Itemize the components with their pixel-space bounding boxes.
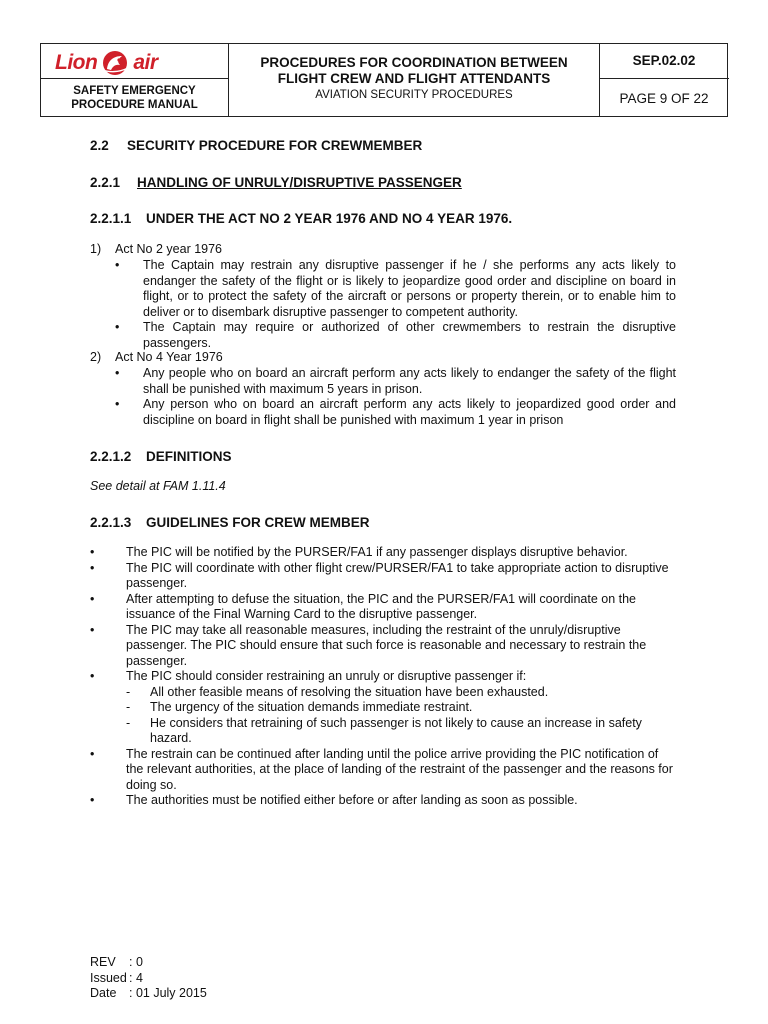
- act-number: 1): [90, 242, 102, 256]
- act-bullet-list: [110, 258, 676, 351]
- date-label: Date: [90, 986, 117, 1000]
- revision-label: REV: [90, 955, 116, 969]
- manual-name-line: PROCEDURE MANUAL: [71, 99, 198, 111]
- bullet-icon: •: [90, 669, 95, 683]
- act-bullet: [110, 366, 676, 397]
- guidelines-heading: [90, 515, 370, 530]
- restraint-condition: [126, 685, 678, 701]
- dash-icon: -: [126, 715, 131, 730]
- subsection-heading: [90, 175, 462, 190]
- dash-icon: -: [126, 700, 131, 714]
- act-item: [90, 242, 690, 258]
- restraint-condition-text: The urgency of the situation demands immediate restraint.: [150, 700, 473, 714]
- bullet-icon: •: [90, 793, 95, 807]
- guideline-item: [90, 623, 678, 670]
- section-heading: [90, 138, 422, 153]
- manual-name-line: SAFETY EMERGENCY: [73, 85, 196, 97]
- guideline-text: The PIC will coordinate with other flight crew/PURSER/FA1 to take appropriate action to disruptive passenger.: [126, 560, 669, 590]
- revision-line: [90, 955, 207, 971]
- document-code: SEP.02.02: [632, 53, 696, 68]
- guideline-item: [90, 747, 678, 794]
- restraint-condition-text: He considers that retraining of such passenger is not likely to cause an increase in safety hazard.: [150, 715, 642, 745]
- act-bullet: [110, 320, 676, 351]
- guideline-text: The authorities must be notified either before or after landing as soon as possible.: [126, 793, 578, 807]
- guideline-item: [90, 592, 678, 623]
- lion-emblem-icon: [98, 50, 132, 76]
- manual-name: [41, 84, 228, 112]
- header-divider: [599, 78, 729, 79]
- subsection-number: 2.2.1: [90, 175, 121, 190]
- header-divider: [41, 78, 228, 79]
- restraint-condition: [126, 700, 678, 716]
- act-bullet-text: Any person who on board an aircraft perform any acts likely to jeopardized good order and discipline on board in flight shall be punished with maximum 1 year in prison: [143, 397, 676, 427]
- document-header: [40, 43, 728, 117]
- act-title: Act No 4 Year 1976: [115, 350, 223, 364]
- guideline-item: [90, 793, 678, 809]
- guideline-text: The PIC will be notified by the PURSER/FA1 if any passenger displays disruptive behavior.: [126, 545, 628, 559]
- bullet-icon: •: [115, 397, 120, 411]
- act-bullet-text: The Captain may require or authorized of other crewmembers to restrain the disruptive passengers.: [143, 320, 676, 350]
- section-title: SECURITY PROCEDURE FOR CREWMEMBER: [127, 138, 423, 153]
- bullet-icon: •: [115, 366, 120, 380]
- guideline-text: After attempting to defuse the situation, the PIC and the PURSER/FA1 will coordinate on the issuance of the Final Warning Card to the disruptive passenger.: [126, 591, 637, 621]
- definitions-reference: See detail at FAM 1.11.4: [90, 479, 226, 493]
- subsection-title: HANDLING OF UNRULY/DISRUPTIVE PASSENGER: [137, 175, 462, 190]
- act-bullet-list: [110, 366, 676, 428]
- bullet-icon: •: [115, 320, 120, 334]
- acts-number: 2.2.1.1: [90, 211, 132, 226]
- page-number: PAGE 9 OF 22: [619, 91, 709, 106]
- acts-title: UNDER THE ACT NO 2 YEAR 1976 AND NO 4 YEAR 1976.: [146, 211, 513, 226]
- logo-word-lion: Lion: [55, 51, 98, 74]
- act-bullet: [110, 258, 676, 320]
- act-title: Act No 2 year 1976: [115, 242, 223, 256]
- logo-word-air: air: [133, 51, 158, 74]
- act-bullet: [110, 397, 676, 428]
- section-number: 2.2: [90, 138, 109, 153]
- definitions-heading: [90, 449, 232, 464]
- document-title: [229, 55, 599, 87]
- acts-heading: [90, 211, 512, 226]
- bullet-icon: •: [90, 591, 95, 606]
- guideline-text: The PIC may take all reasonable measures, including the restraint of the unruly/disruptive passenger. The PIC should ensure that such force is reasonable and necessary to restrain the passenger.: [126, 622, 647, 668]
- lion-air-logo: [55, 50, 158, 76]
- restraint-conditions-list: [126, 685, 678, 747]
- issued-line: [90, 971, 207, 987]
- guideline-text: The PIC should consider restraining an unruly or disruptive passenger if:: [126, 669, 527, 683]
- revision-value: : 0: [129, 955, 143, 969]
- guideline-item: [90, 545, 678, 561]
- guideline-item: [90, 561, 678, 592]
- act-bullet-text: Any people who on board an aircraft perform any acts likely to endanger the safety of the flight shall be punished with maximum 5 years in prison.: [143, 366, 676, 396]
- act-item: [90, 350, 690, 366]
- dash-icon: -: [126, 684, 131, 699]
- bullet-icon: •: [115, 258, 120, 272]
- issued-value: : 4: [129, 970, 143, 985]
- guideline-item: [90, 669, 678, 747]
- guideline-text: The restrain can be continued after landing until the police arrive providing the PIC notification of the relevant authorities, at the place of landing of the restraint of the passenger and the reasons for doing so.: [126, 746, 673, 792]
- document-subtitle: AVIATION SECURITY PROCEDURES: [315, 89, 513, 101]
- document-title-line: FLIGHT CREW AND FLIGHT ATTENDANTS: [277, 71, 551, 86]
- guidelines-number: 2.2.1.3: [90, 515, 132, 530]
- restraint-condition: [126, 716, 678, 747]
- date-value: : 01 July 2015: [129, 986, 207, 1000]
- date-line: [90, 986, 207, 1002]
- restraint-condition-text: All other feasible means of resolving the situation have been exhausted.: [150, 684, 549, 699]
- bullet-icon: •: [90, 746, 95, 761]
- act-bullet-text: The Captain may restrain any disruptive passenger if he / she performs any acts likely to endanger the safety of the flight or is likely to jeopardize good order and discipline on board in flight, or to protect the safety of the aircraft or persons or property therein, or to enable him to deliver or to disembark disruptive passenger to competent authority.: [143, 258, 676, 319]
- act-number: 2): [90, 350, 102, 364]
- document-title-line: PROCEDURES FOR COORDINATION BETWEEN: [260, 55, 568, 70]
- definitions-number: 2.2.1.2: [90, 449, 132, 464]
- issued-label: Issued: [90, 970, 127, 985]
- bullet-icon: •: [90, 622, 95, 637]
- bullet-icon: •: [90, 560, 95, 575]
- revision-footer: [90, 955, 207, 1002]
- guidelines-title: GUIDELINES FOR CREW MEMBER: [146, 515, 370, 530]
- definitions-title: DEFINITIONS: [146, 449, 232, 464]
- guidelines-list: [90, 545, 678, 809]
- bullet-icon: •: [90, 545, 95, 559]
